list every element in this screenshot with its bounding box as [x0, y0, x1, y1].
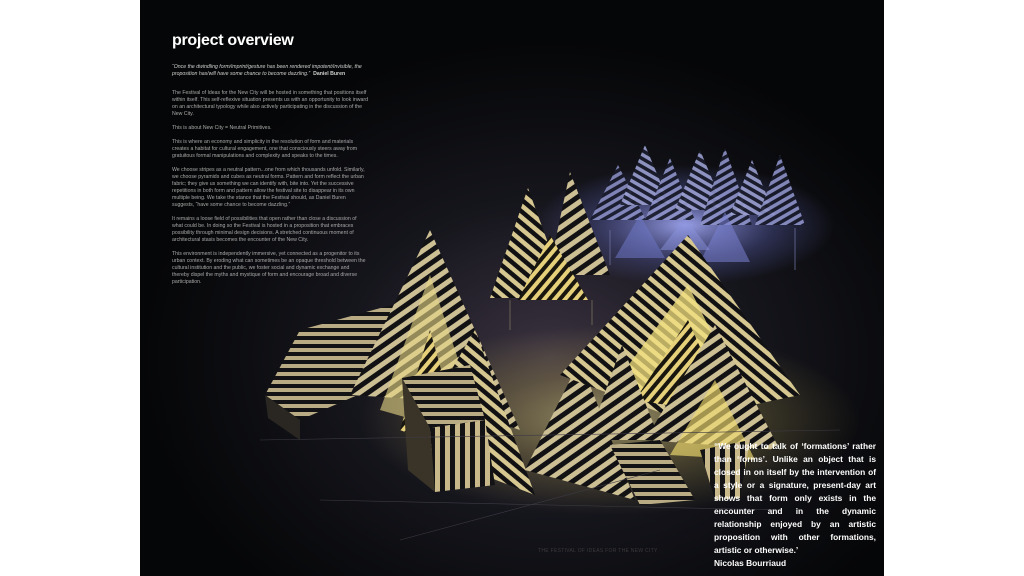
- epigraph: [172, 64, 368, 78]
- overview-text-column: [172, 32, 368, 293]
- body-paragraph: It remains a loose field of possibilities that open rather than close a discussion of what could be. In doing so the Festival is hosted in a proposition that embraces possibility through minimal design decisions. A stretched continuous moment of architectural stasis becomes the encounter of the New City.: [172, 216, 357, 243]
- page-title: project overview: [172, 32, 294, 49]
- body-paragraph: This is where an economy and simplicity in the resolution of form and materials creates a habitat for cultural engagement, one that consciously steers away from gratuitous formal manipulations and complexity and speaks to the times.: [172, 139, 358, 159]
- body-paragraph: The Festival of Ideas for the New City will be hosted in something that positions itself within itself. This self-reflexive situation presents us with an opportunity to look inward on an architectural typology while also actively participating in the discussion of the New City.: [172, 90, 368, 117]
- footer-caption: THE FESTIVAL OF IDEAS FOR THE NEW CITY: [538, 548, 658, 554]
- quote-author: Nicolas Bourriaud: [714, 558, 787, 568]
- body-paragraph: We choose stripes as a neutral pattern...one from which thousands unfold. Similarly, we choose pyramids and cubes as neutral forms. Pattern and form reflect the urban fabric; they give us something we can identify with, bite into. Yet the successive repetitions in both form and pattern allow the festival site to disappear in its own multiple being. We take the stance that the Festival should, as Daniel Buren suggests, “have some chance to become dazzling.”: [172, 167, 365, 208]
- bourriaud-quote: [714, 440, 876, 570]
- project-overview-page: [140, 0, 884, 576]
- body-paragraph: This environment is independently immersive, yet connected as a progenitor to its urban context. By eroding what can sometimes be an opaque threshold between the cultural institution and the public, we foster social and dynamic exchange and thereby dispel the myths and mystique of form and encourage broad and diverse participation.: [172, 251, 366, 285]
- epigraph-author: Daniel Buren: [313, 71, 346, 77]
- quote-text: “We ought to talk of ‘formations’ rather than ‘forms’. Unlike an object that is closed in on itself by the intervention of a style or a signature, present-day art shows that form only exists in the encounter and in the dynamic relationship enjoyed by an artistic proposition with other formations, artistic or otherwise.’: [714, 441, 876, 555]
- epigraph-text: “Once the dwindling form/imprint/gesture has been rendered impotent/invisible, the proposition has/will have some chance to become dazzling.”: [172, 64, 362, 77]
- body-paragraph: This is about New City = Neutral Primitives.: [172, 125, 272, 131]
